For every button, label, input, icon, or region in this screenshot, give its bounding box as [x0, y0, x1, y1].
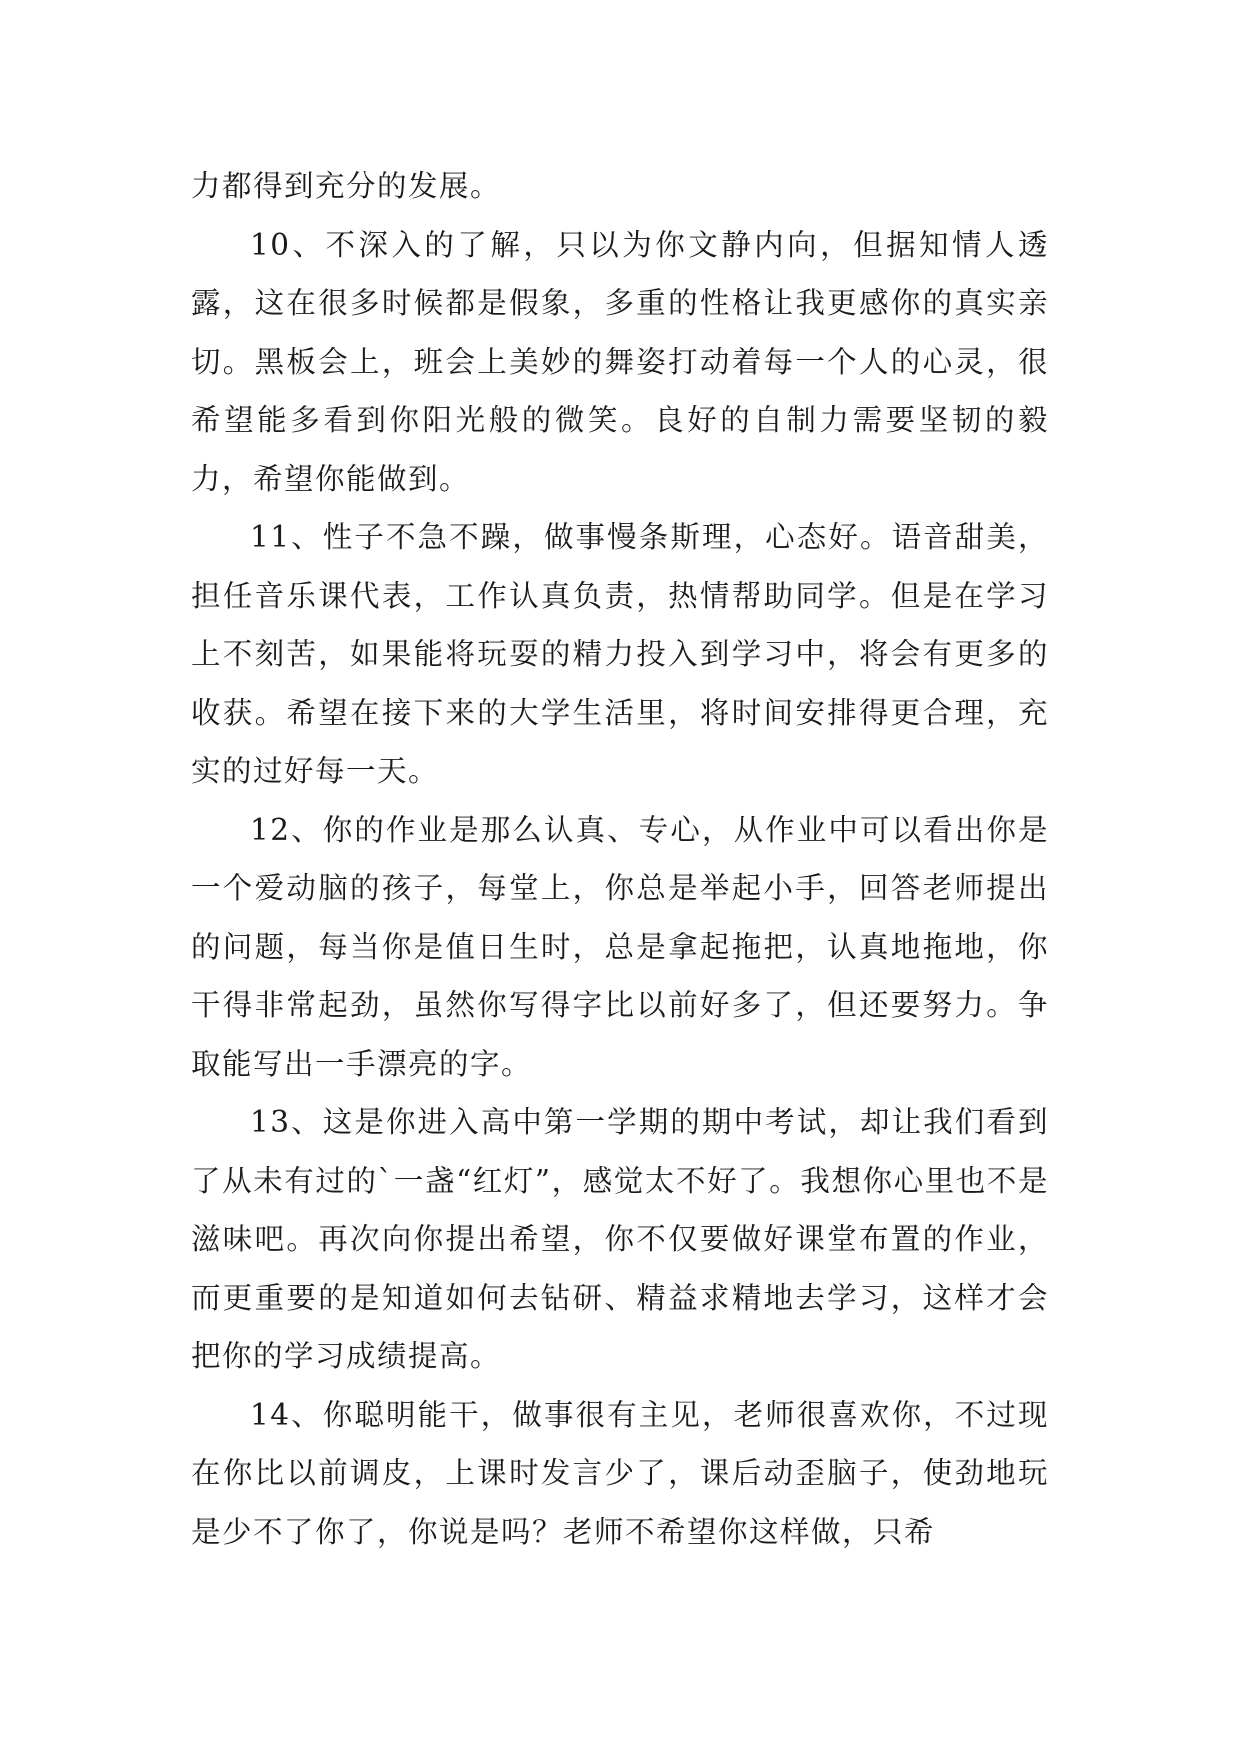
- paragraph-item-10: 10、不深入的了解，只以为你文静内向，但据知情人透露，这在很多时候都是假象，多重的性格让我更感你的真实亲切。黑板会上，班会上美妙的舞姿打动着每一个人的心灵，很希望能多看到你阳光般的微笑。良好的自制力需要坚韧的毅力，希望你能做到。: [191, 227, 1049, 496]
- paragraph-item-11: 11、性子不急不躁，做事慢条斯理，心态好。语音甜美，担任音乐课代表，工作认真负责，热情帮助同学。但是在学习上不刻苦，如果能将玩耍的精力投入到学习中，将会有更多的收获。希望在接下来的大学生活里，将时间安排得更合理，充实的过好每一天。: [191, 520, 1049, 788]
- body-text: [191, 157, 1049, 1561]
- paragraph-item-14: 14、你聪明能干，做事很有主见，老师很喜欢你，不过现在你比以前调皮，上课时发言少了，课后动歪脑子，使劲地玩是少不了你了，你说是吗？老师不希望你这样做，只希: [191, 1397, 1049, 1549]
- paragraph-item-13: 13、这是你进入高中第一学期的期中考试，却让我们看到了从未有过的`一盏“红灯”，感觉太不好了。我想你心里也不是滋味吧。再次向你提出希望，你不仅要做好课堂布置的作业，而更重要的是知道如何去钻研、精益求精地去学习，这样才会把你的学习成绩提高。: [191, 1105, 1049, 1373]
- paragraph-item-12: 12、你的作业是那么认真、专心，从作业中可以看出你是一个爱动脑的孩子，每堂上，你总是举起小手，回答老师提出的问题，每当你是值日生时，总是拿起拖把，认真地拖地，你干得非常起劲，虽然你写得字比以前好多了，但还要努力。争取能写出一手漂亮的字。: [191, 812, 1049, 1081]
- paragraph-continuation: 力都得到充分的发展。: [191, 169, 502, 203]
